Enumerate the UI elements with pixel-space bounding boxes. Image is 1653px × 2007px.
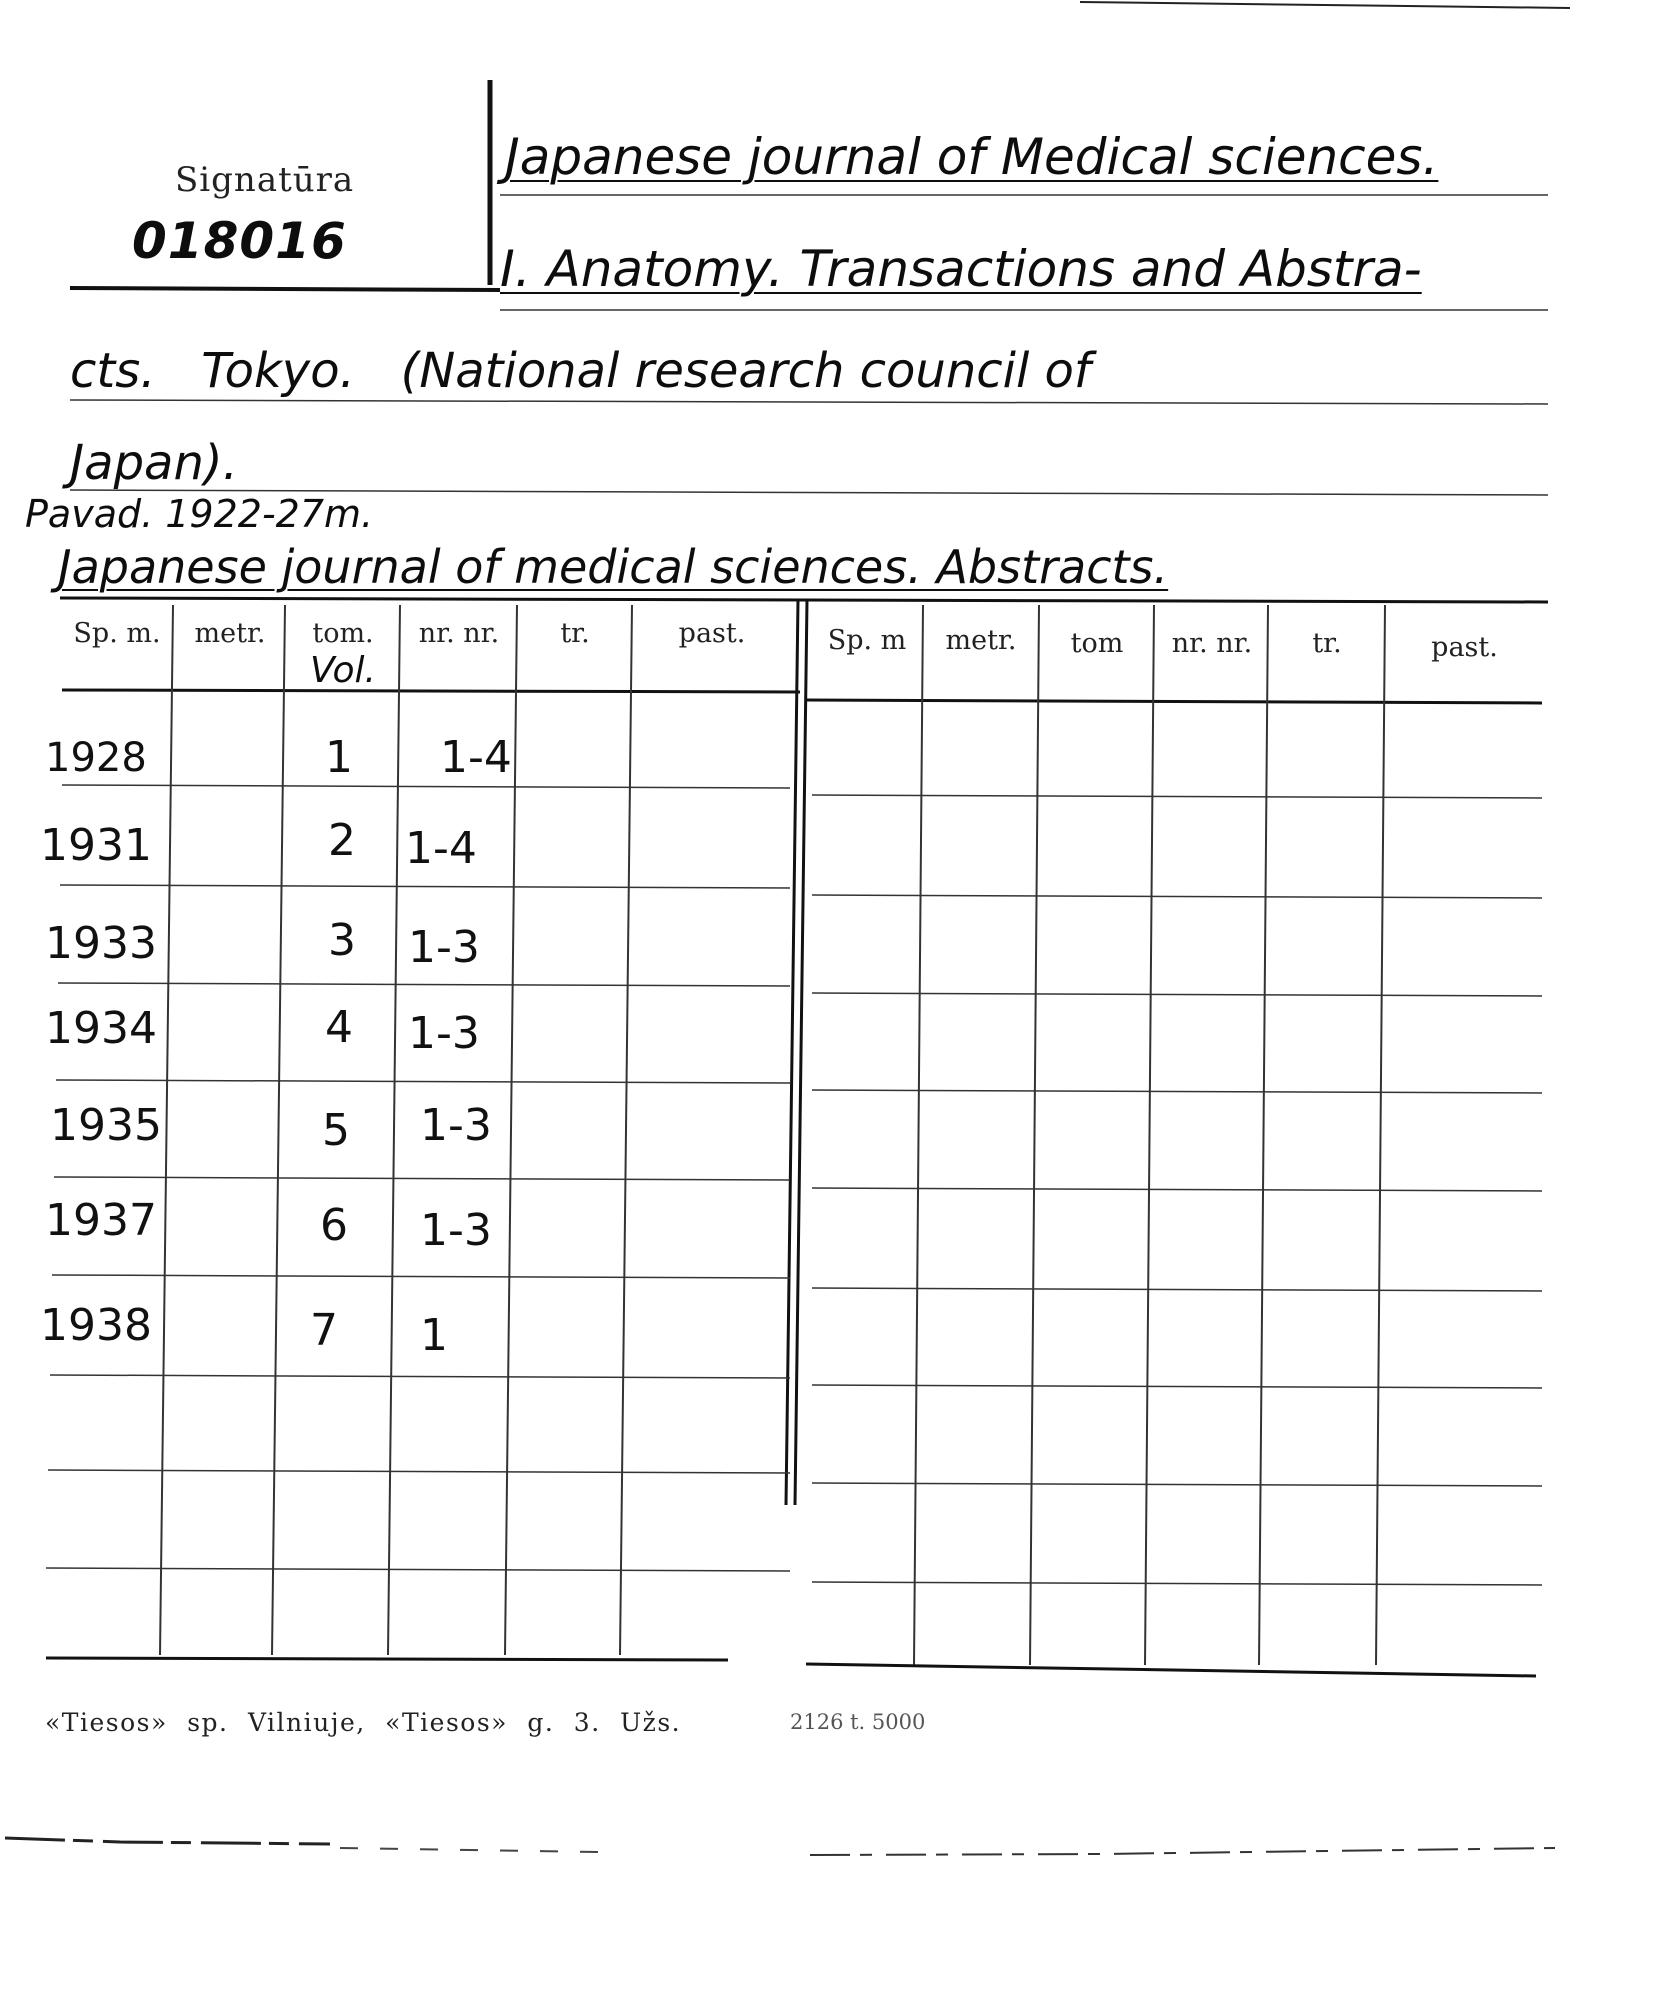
header-metr-right: metr. [945, 625, 1017, 656]
header-metr-left: metr. [194, 618, 266, 649]
row-6-year: 1937 [45, 1195, 157, 1246]
row-2-year: 1931 [40, 820, 152, 871]
header-tr-left: tr. [560, 618, 590, 649]
signatura-label: Signatūra [175, 160, 355, 200]
row-1-year: 1928 [45, 735, 147, 781]
header-sp-m-left: Sp. m. [73, 618, 161, 649]
header-tr-right: tr. [1312, 628, 1342, 659]
header-past-right: past. [1431, 632, 1498, 663]
title-line-2: I. Anatomy. Transactions and Abstra- [500, 240, 1422, 298]
title-line-3: cts. Tokyo. (National research council of [70, 343, 1091, 399]
row-4-vol: 4 [325, 1002, 353, 1053]
row-7-nr: 1 [420, 1310, 448, 1361]
header-nr-left: nr. nr. [418, 618, 500, 649]
row-3-vol: 3 [328, 915, 356, 966]
row-4-nr: 1-3 [408, 1008, 480, 1059]
title-line-4: Japan). [70, 435, 238, 491]
row-5-vol: 5 [322, 1105, 350, 1156]
row-1-nr: 1-4 [440, 732, 512, 783]
header-vol-note: Vol. [310, 650, 376, 691]
header-nr-right: nr. nr. [1171, 628, 1253, 659]
row-6-nr: 1-3 [420, 1205, 492, 1256]
row-6-vol: 6 [320, 1200, 348, 1251]
header-tom-left: tom. [312, 618, 374, 649]
row-2-nr: 1-4 [405, 823, 477, 874]
row-3-year: 1933 [45, 918, 157, 969]
row-2-vol: 2 [328, 815, 356, 866]
header-sp-m-right: Sp. m [827, 625, 907, 656]
row-5-nr: 1-3 [420, 1100, 492, 1151]
title-line-1: Japanese journal of Medical sciences. [505, 128, 1439, 186]
row-1-vol: 1 [325, 732, 353, 783]
former-title-label: Pavad. 1922-27m. [25, 492, 374, 536]
header-past-left: past. [678, 618, 746, 649]
header-tom-right: tom [1070, 628, 1124, 659]
former-title: Japanese journal of medical sciences. Abstracts. [58, 540, 1169, 594]
row-3-nr: 1-3 [408, 922, 480, 973]
printer-imprint: «Tiesos» sp. Vilniuje, «Tiesos» g. 3. Užs. [45, 1708, 682, 1737]
row-7-year: 1938 [40, 1300, 152, 1351]
print-order: 2126 t. 5000 [790, 1710, 926, 1734]
row-5-year: 1935 [50, 1100, 162, 1151]
signatura-number: 018016 [132, 212, 347, 270]
row-4-year: 1934 [45, 1003, 157, 1054]
row-7-vol: 7 [310, 1305, 338, 1356]
